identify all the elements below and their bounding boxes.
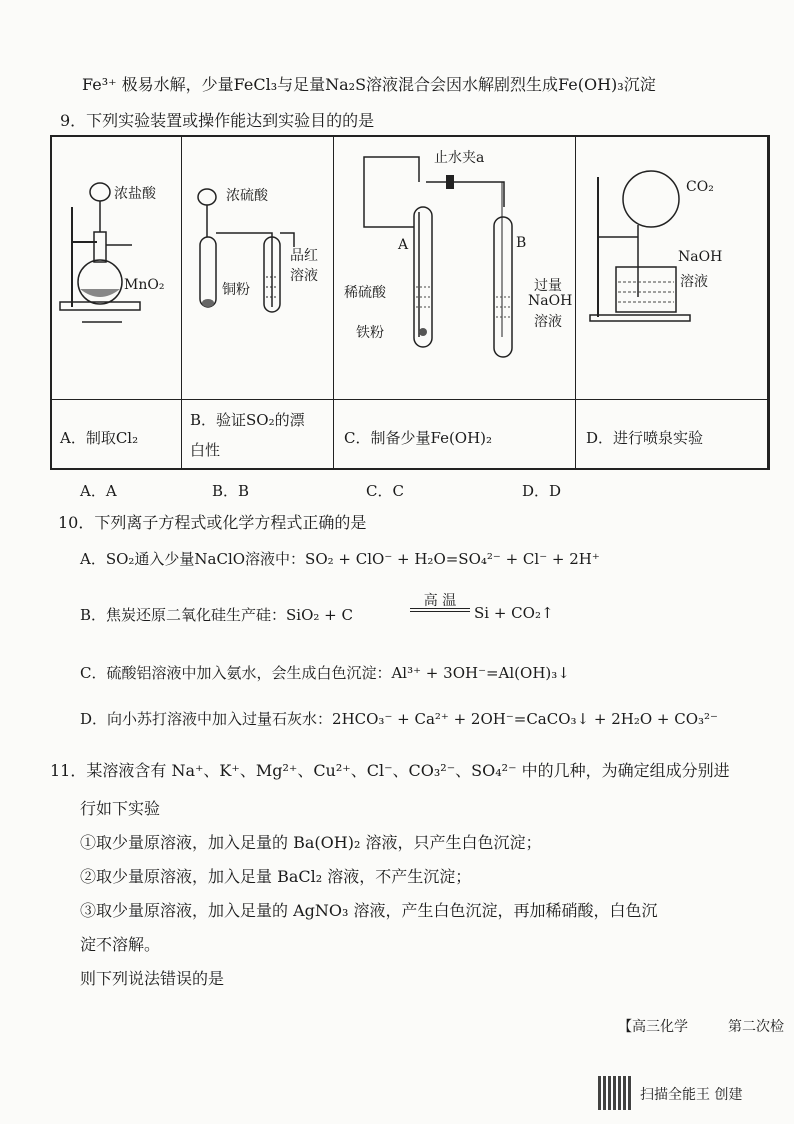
feoh2-apparatus-drawing <box>334 137 574 397</box>
q11-question: 则下列说法错误的是 <box>80 969 225 988</box>
caption-d: D．进行喷泉实验 <box>586 429 704 447</box>
q9-option-c: C．C <box>366 482 404 500</box>
fountain-apparatus-drawing <box>576 137 766 397</box>
q11-step-3: ③取少量原溶液，加入足量的 AgNO₃ 溶液，产生白色沉淀，再加稀硝酸，白色沉 <box>80 901 658 920</box>
q10-stem: 10．下列离子方程式或化学方程式正确的是 <box>58 513 367 532</box>
label-tube-b: B <box>516 235 527 251</box>
reaction-arrow <box>410 608 470 612</box>
q9-apparatus-table <box>50 135 770 470</box>
caption-b-line1: B．验证SO₂的漂 <box>190 411 305 429</box>
caption-a: A．制取Cl₂ <box>60 429 139 447</box>
q11-step-3-cont: 淀不溶解。 <box>80 935 161 954</box>
label-conc-h2so4: 浓硫酸 <box>226 188 268 204</box>
caption-c: C．制备少量Fe(OH)₂ <box>344 429 493 447</box>
q11-step-1: ①取少量原溶液，加入足量的 Ba(OH)₂ 溶液，只产生白色沉淀； <box>80 833 542 852</box>
q9-option-d: D．D <box>522 482 562 500</box>
q9-option-b: B．B <box>212 482 250 500</box>
label-excess: 过量 <box>534 278 562 294</box>
q8-option-d: Fe³⁺ 极易水解，少量FeCl₃与足量Na₂S溶液混合会因水解剧烈生成Fe(OH)₃沉淀 <box>82 75 656 94</box>
label-tube-a: A <box>398 237 409 253</box>
label-co2: CO₂ <box>686 179 714 195</box>
panel-d <box>576 137 768 468</box>
label-solution-c: 溶液 <box>534 314 562 330</box>
label-solution-b: 溶液 <box>290 268 318 284</box>
label-naoh-c: NaOH <box>528 293 573 309</box>
q11-stem-line2: 行如下实验 <box>80 799 161 818</box>
q11-step-2: ②取少量原溶液，加入足量 BaCl₂ 溶液，不产生沉淀； <box>80 867 472 886</box>
scanner-watermark: 扫描全能王 创建 <box>640 1087 743 1103</box>
label-dilute-h2so4: 稀硫酸 <box>344 285 386 301</box>
q10-option-b-prefix: B．焦炭还原二氧化硅生产硅：SiO₂ + C <box>80 606 353 624</box>
label-copper: 铜粉 <box>222 282 250 298</box>
label-iron-powder: 铁粉 <box>356 325 384 341</box>
footer-subject: 【高三化学 <box>618 1019 688 1035</box>
label-pinhong: 品红 <box>290 248 318 264</box>
q10-option-b-condition: 高 温 <box>423 593 457 609</box>
label-clamp-a: 止水夹a <box>434 150 485 166</box>
q11-stem-line1: 11．某溶液含有 Na⁺、K⁺、Mg²⁺、Cu²⁺、Cl⁻、CO₃²⁻、SO₄²⁻ 中的几种，为确定组成分别进 <box>50 761 730 780</box>
q10-option-d: D．向小苏打溶液中加入过量石灰水：2HCO₃⁻ + Ca²⁺ + 2OH⁻=CaCO₃↓ + 2H₂O + CO₃²⁻ <box>80 710 718 728</box>
qr-code-icon <box>598 1076 632 1110</box>
caption-row <box>52 399 768 400</box>
q10-option-a: A．SO₂通入少量NaClO溶液中：SO₂ + ClO⁻ + H₂O=SO₄²⁻ + Cl⁻ + 2H⁺ <box>80 550 600 568</box>
label-mno2: MnO₂ <box>124 277 165 293</box>
q10-option-c: C．硫酸铝溶液中加入氨水，会生成白色沉淀：Al³⁺ + 3OH⁻=Al(OH)₃↓ <box>80 664 570 682</box>
footer-exam: 第二次检 <box>728 1019 784 1035</box>
label-conc-hcl: 浓盐酸 <box>114 186 156 202</box>
panel-a <box>52 137 182 468</box>
label-naoh-d: NaOH <box>678 249 723 265</box>
q9-option-a: A．A <box>80 482 117 500</box>
q9-stem: 9．下列实验装置或操作能达到实验目的的是 <box>60 111 375 130</box>
caption-b-line2: 白性 <box>190 441 221 459</box>
q10-option-b-suffix: Si + CO₂↑ <box>474 604 554 622</box>
panel-c <box>334 137 576 468</box>
label-solution-d: 溶液 <box>680 274 708 290</box>
cl2-apparatus-drawing <box>52 137 180 397</box>
